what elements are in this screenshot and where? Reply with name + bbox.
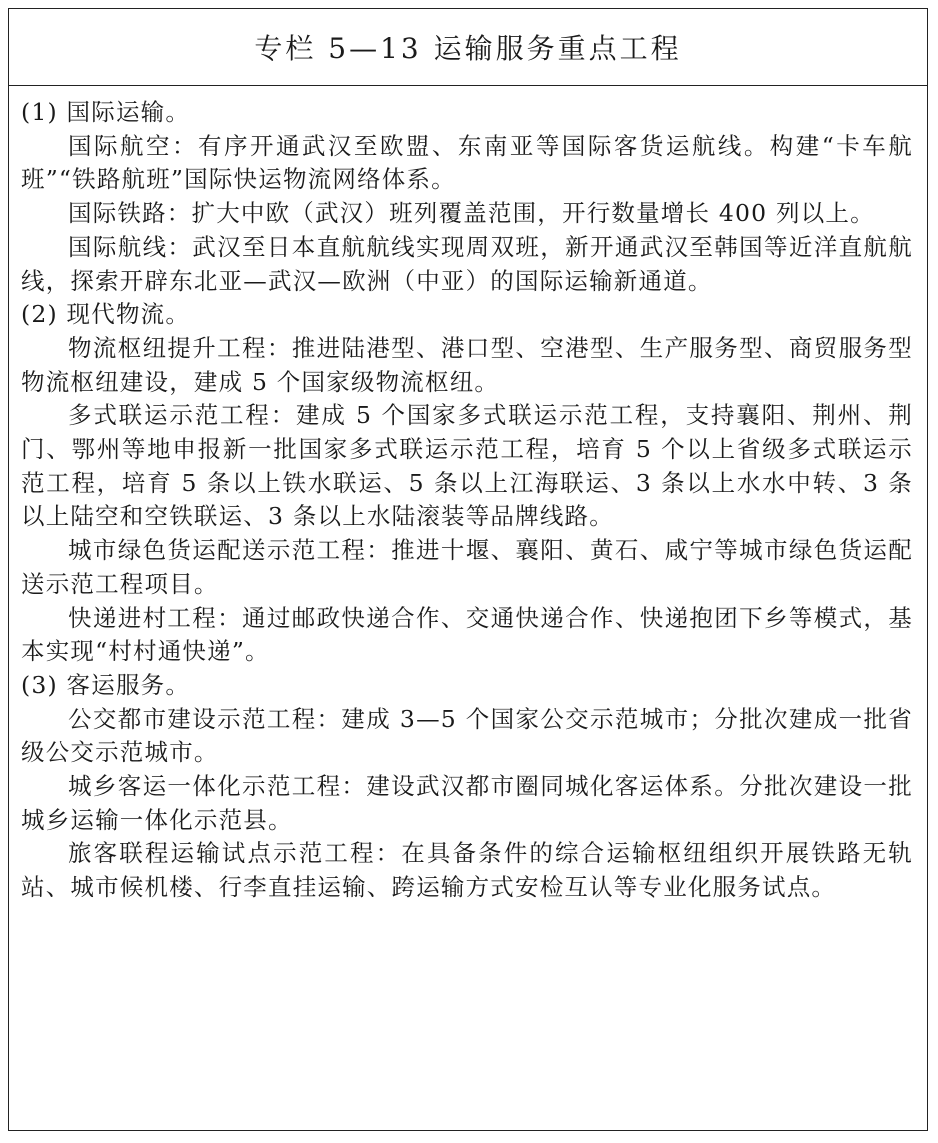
paragraph-international-routes: 国际航线：武汉至日本直航航线实现周双班，新开通武汉至韩国等近洋直航航线，探索开辟东北亚—武汉—欧洲（中亚）的国际运输新通道。: [21, 232, 913, 295]
paragraph-international-railway: 国际铁路：扩大中欧（武汉）班列覆盖范围，开行数量增长 400 列以上。: [68, 199, 875, 228]
column-title: 专栏 5—13 运输服务重点工程: [9, 9, 927, 86]
paragraph-express-to-village: 快递进村工程：通过邮政快递合作、交通快递合作、快递抱团下乡等模式，基本实现“村村通快递”。: [21, 603, 913, 666]
paragraph-international-aviation: 国际航空：有序开通武汉至欧盟、东南亚等国际客货运航线。构建“卡车航班”“铁路航班”国际快运物流网络体系。: [21, 131, 913, 194]
paragraph-logistics-hub: 物流枢纽提升工程：推进陆港型、港口型、空港型、生产服务型、商贸服务型物流枢纽建设，建成 5 个国家级物流枢纽。: [21, 333, 913, 396]
paragraph-intermodal-passenger: 旅客联程运输试点示范工程：在具备条件的综合运输枢纽组织开展铁路无轨站、城市候机楼、行李直挂运输、跨运输方式安检互认等专业化服务试点。: [21, 839, 913, 902]
section-heading-modern-logistics: (2) 现代物流。: [21, 300, 191, 329]
paragraph-green-freight: 城市绿色货运配送示范工程：推进十堰、襄阳、黄石、咸宁等城市绿色货运配送示范工程项目。: [21, 536, 913, 598]
column-content: [9, 86, 927, 905]
paragraph-transit-city: 公交都市建设示范工程：建成 3—5 个国家公交示范城市；分批次建成一批省级公交示范城市。: [21, 704, 913, 767]
column-box: [8, 8, 928, 1131]
paragraph-urban-rural-passenger: 城乡客运一体化示范工程：建设武汉都市圈同城化客运体系。分批次建设一批城乡运输一体化示范县。: [21, 772, 913, 834]
paragraph-multimodal-transport: 多式联运示范工程：建成 5 个国家多式联运示范工程，支持襄阳、荆州、荆门、鄂州等地申报新一批国家多式联运示范工程，培育 5 个以上省级多式联运示范工程，培育 5 条以上铁水联运、5 条以上江海联运、3 条以上水水中转、3 条以上陆空和空铁联运、3 条以上水陆滚装等品牌线路。: [21, 401, 913, 531]
section-heading-passenger-service: (3) 客运服务。: [21, 670, 191, 699]
section-heading-international-transport: (1) 国际运输。: [21, 98, 191, 126]
